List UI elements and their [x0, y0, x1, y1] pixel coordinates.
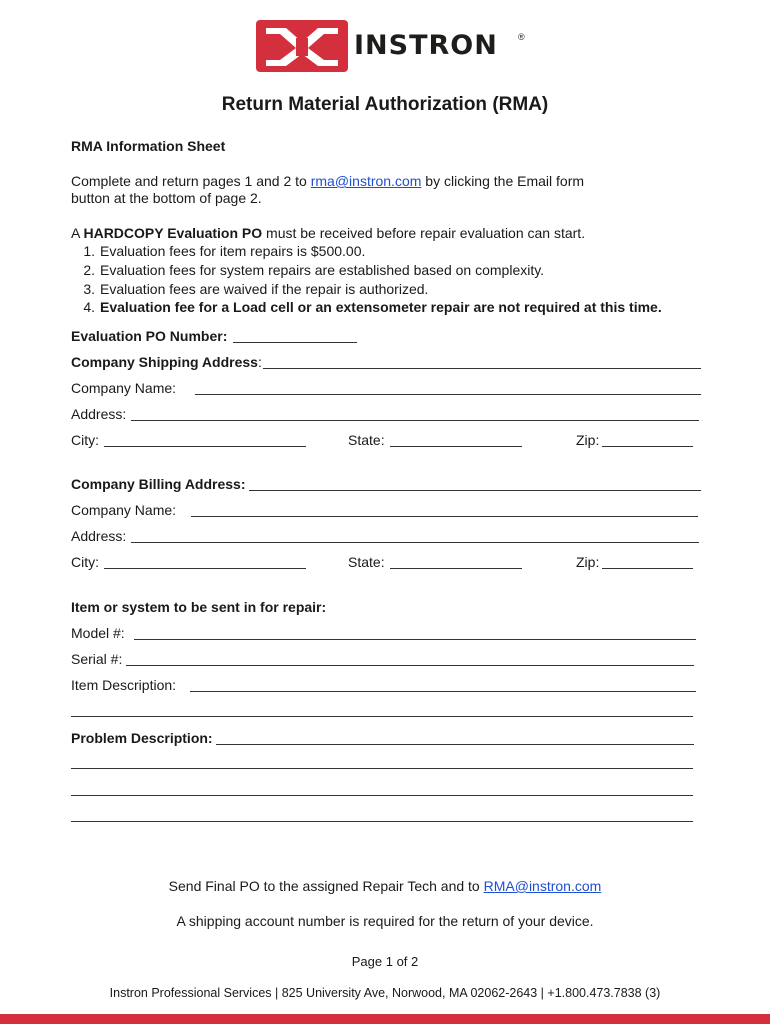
problem-description-label: Problem Description:: [71, 730, 213, 746]
list-item: [79, 242, 365, 260]
problem-description-line-4[interactable]: [71, 821, 693, 822]
item-description-line-2[interactable]: [71, 716, 693, 717]
ship-address-field[interactable]: [71, 405, 703, 423]
model-line[interactable]: [134, 639, 696, 640]
send-po-note: [0, 877, 770, 895]
shipping-address-field[interactable]: [71, 353, 703, 371]
state-label: State:: [348, 554, 385, 570]
item-section-heading: Item or system to be sent in for repair:: [71, 599, 327, 615]
problem-description-line-2[interactable]: [71, 768, 693, 769]
shipping-address-label: Company Shipping Address: [71, 354, 258, 370]
instron-logo: [256, 20, 526, 76]
bill-zip-line[interactable]: [602, 568, 693, 569]
rma-email-link-2[interactable]: RMA@instron.com: [483, 878, 602, 894]
bill-state-field[interactable]: [348, 553, 528, 571]
list-item: [79, 298, 662, 316]
footer-accent-bar: [0, 1014, 770, 1024]
registered-mark: ®: [518, 32, 525, 42]
eval-po-line[interactable]: [233, 342, 357, 343]
bill-address-field[interactable]: [71, 527, 703, 545]
address-label: Address:: [71, 406, 127, 422]
bill-city-line[interactable]: [104, 568, 306, 569]
ship-company-name-line[interactable]: [195, 394, 701, 395]
serial-label: Serial #:: [71, 651, 123, 667]
intro-line-1: [71, 172, 584, 190]
instron-logo-mark-icon: [256, 20, 348, 72]
model-field[interactable]: [71, 624, 703, 642]
problem-description-line[interactable]: [216, 744, 694, 745]
item-description-label: Item Description:: [71, 677, 177, 693]
ship-city-line[interactable]: [104, 446, 306, 447]
list-number: 2.: [83, 262, 95, 278]
intro-text: Complete and return pages 1 and 2 to: [71, 173, 311, 189]
city-label: City:: [71, 432, 99, 448]
list-number: 3.: [83, 281, 95, 297]
list-item: [79, 280, 428, 298]
ship-zip-line[interactable]: [602, 446, 693, 447]
shipping-account-note: A shipping account number is required for the return of your device.: [176, 913, 594, 929]
bill-company-name-field[interactable]: [71, 501, 703, 519]
bill-state-line[interactable]: [390, 568, 522, 569]
bill-company-name-line[interactable]: [191, 516, 698, 517]
brand-name: INSTRON: [354, 30, 498, 61]
ship-city-field[interactable]: [71, 431, 311, 449]
shipping-address-line[interactable]: [263, 368, 701, 369]
eval-po-label: Evaluation PO Number:: [71, 328, 228, 344]
section-subtitle: RMA Information Sheet: [71, 138, 226, 154]
list-number: 1.: [83, 243, 95, 259]
list-text-bold: Evaluation fee for a Load cell or an extensometer repair are not required at this time.: [100, 299, 662, 315]
item-description-field[interactable]: [71, 676, 703, 694]
ship-address-line[interactable]: [131, 420, 699, 421]
rma-email-link[interactable]: rma@instron.com: [310, 173, 422, 189]
item-description-line[interactable]: [190, 691, 696, 692]
notice-prefix: A: [71, 225, 84, 241]
ship-zip-field[interactable]: [576, 431, 696, 449]
page-number: Page 1 of 2: [351, 954, 419, 969]
send-po-text: Send Final PO to the assigned Repair Tech and to: [168, 878, 484, 894]
address-label: Address:: [71, 528, 127, 544]
notice-bold: HARDCOPY Evaluation PO: [83, 225, 263, 241]
eval-po-field[interactable]: [71, 327, 361, 345]
ship-company-name-field[interactable]: [71, 379, 703, 397]
bill-address-line[interactable]: [131, 542, 699, 543]
intro-text-after: by clicking the Email form: [421, 173, 585, 189]
bill-city-field[interactable]: [71, 553, 311, 571]
list-text: Evaluation fees for system repairs are established based on complexity.: [100, 262, 545, 278]
page-title: Return Material Authorization (RMA): [221, 94, 549, 115]
hardcopy-notice: [71, 224, 585, 242]
ship-state-line[interactable]: [390, 446, 522, 447]
footer-address: Instron Professional Services | 825 University Ave, Norwood, MA 02062-2643 | +1.800.473.7838 (3): [109, 986, 661, 1000]
list-text: Evaluation fees are waived if the repair is authorized.: [100, 281, 429, 297]
list-text: Evaluation fees for item repairs is $500.00.: [100, 243, 366, 259]
model-label: Model #:: [71, 625, 125, 641]
city-label: City:: [71, 554, 99, 570]
list-number: 4.: [83, 299, 95, 315]
company-name-label: Company Name:: [71, 380, 177, 396]
state-label: State:: [348, 432, 385, 448]
billing-address-field[interactable]: [71, 475, 703, 493]
serial-field[interactable]: [71, 650, 703, 668]
notice-suffix: must be received before repair evaluation can start.: [262, 225, 586, 241]
serial-line[interactable]: [126, 665, 694, 666]
company-name-label: Company Name:: [71, 502, 177, 518]
zip-label: Zip:: [576, 432, 600, 448]
list-item: [79, 261, 544, 279]
zip-label: Zip:: [576, 554, 600, 570]
ship-state-field[interactable]: [348, 431, 528, 449]
problem-description-line-3[interactable]: [71, 795, 693, 796]
billing-address-label: Company Billing Address:: [71, 476, 246, 492]
problem-description-field[interactable]: [71, 729, 703, 747]
shipping-colon: :: [257, 354, 262, 370]
billing-address-line[interactable]: [249, 490, 701, 491]
intro-line-2: button at the bottom of page 2.: [71, 190, 262, 206]
bill-zip-field[interactable]: [576, 553, 696, 571]
